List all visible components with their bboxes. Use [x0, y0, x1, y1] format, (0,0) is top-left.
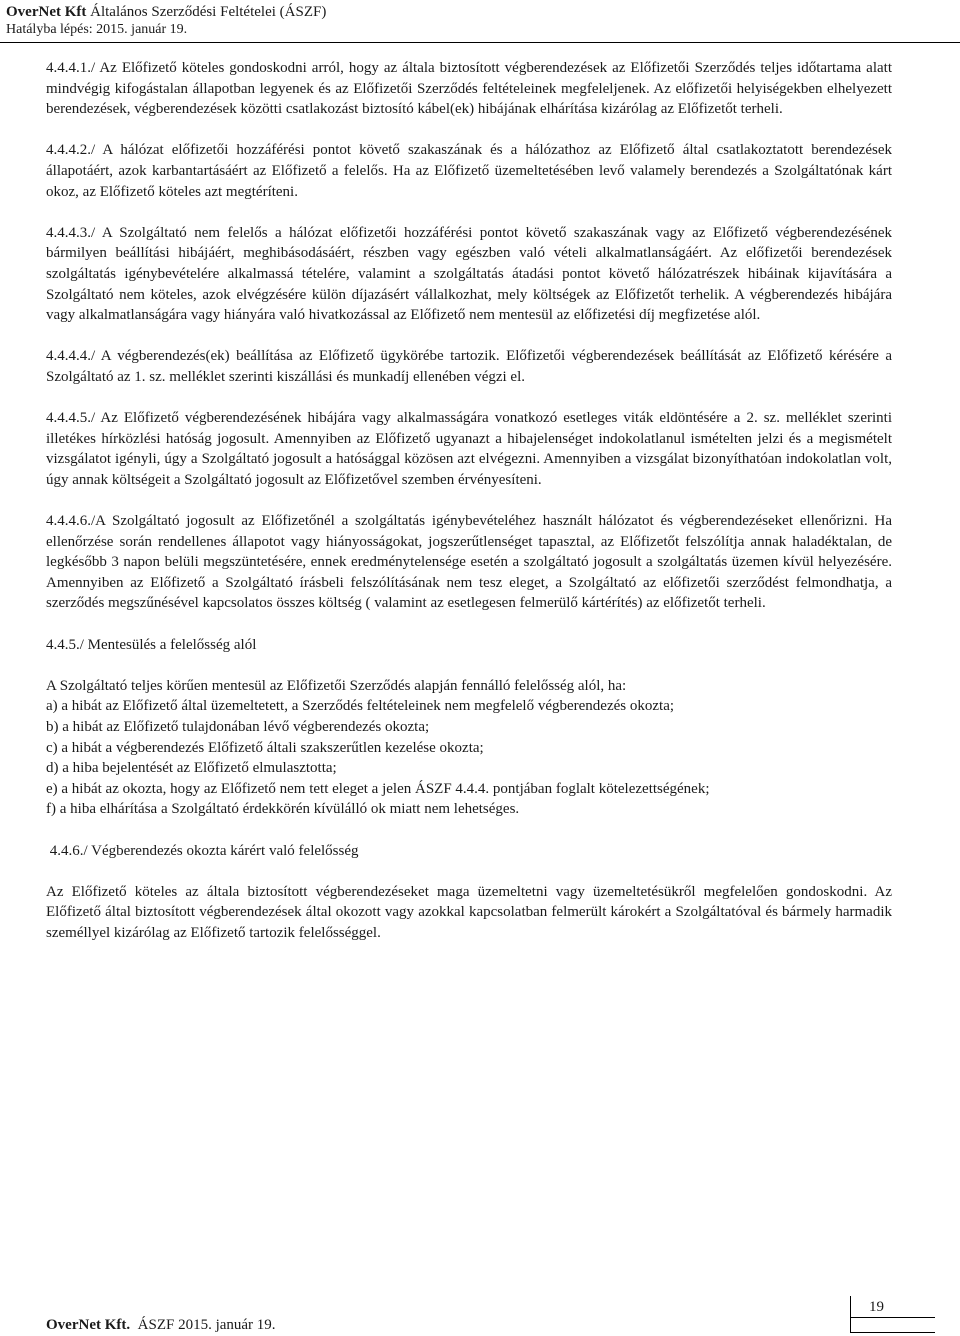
page-header [0, 0, 960, 43]
paragraph-4-4-4-4: 4.4.4.4./ A végberendezés(ek) beállítása az Előfizető ügykörébe tartozik. Előfizetői végberendezések beállítását az Előfizető kérésére a Szolgáltató az 1. sz. melléklet szerinti kiszállási és munkadíj ellenében végzi el. [46, 348, 892, 385]
footer-company: OverNet Kft. [46, 1317, 131, 1333]
section-4-4-6-heading: 4.4.6./ Végberendezés okozta kárért való felelősség [46, 842, 359, 859]
page-number-divider [851, 1317, 935, 1318]
header-title-line [6, 3, 326, 21]
section-4-4-5-heading: 4.4.5./ Mentesülés a felelősség alól [46, 636, 257, 653]
header-title: Általános Szerződési Feltételei (ÁSZF) [90, 4, 327, 20]
list-item: e) a hibát az okozta, hogy az Előfizető nem tett eleget a jelen ÁSZF 4.4.4. pontjában foglalt kötelezettségének; [46, 780, 710, 797]
header-company: OverNet Kft [6, 4, 87, 20]
page-number-box [850, 1296, 935, 1333]
paragraph-4-4-4-3: 4.4.4.3./ A Szolgáltató nem felelős a hálózat előfizetői hozzáférési pontot követő szakaszának vagy az Előfizető végberendezésének bármilyen beállítási hibájáért, meghibásodásáért, részben vagy egészben való vételi alkalmatlanságáért. Az előfizetői berendezések szolgáltatás igénybevételére alkalmassá tételére, valamint a szolgáltatás átadási pontot követő hálózatrészek hibáinak kijavítására a Szolgáltató nem köteles, azok elvégzésére külön díjazásért vállalkozhat, mely költségek az Előfizetőt terhelik. A végberendezés hibájára vagy alkalmatlanságára vagy hiányára való hivatkozással az Előfizető nem mentesül az előfizetési díj megfizetése alól. [46, 224, 892, 324]
document-body [46, 58, 892, 944]
paragraph-4-4-4-5: 4.4.4.5./ Az Előfizető végberendezésének hibájára vagy alkalmasságára vonatkozó esetleges viták eldöntésére a 2. sz. melléklet szerinti illetékes hírközlési hatóság jogosult. Amennyiben az Előfizető ugyanazt a hibajelenséget indokolatlanul ismételten jelzi és a megismételt vizsgálatot igényli, úgy a Szolgáltató jogosult a hatósággal közösen azt elvégezni. Amennyiben a vizsgálat bizonyíthatóan indokolatlan volt, úgy annak költségeit a Szolgáltató jogosult az Előfizetővel szemben érvényesíteni. [46, 410, 892, 488]
page-number: 19 [869, 1299, 884, 1315]
section-4-4-5-intro: A Szolgáltató teljes körűen mentesül az Előfizetői Szerződés alapján fennálló felelősség alól, ha: [46, 677, 627, 694]
page-footer [46, 1316, 276, 1334]
list-item: d) a hiba bejelentését az Előfizető elmulasztotta; [46, 760, 337, 777]
list-item: a) a hibát az Előfizető által üzemeltetett, a Szerződés feltételeinek nem megfelelő végberendezés okozta; [46, 698, 675, 715]
list-item: f) a hiba elhárítása a Szolgáltató érdekkörén kívülálló ok miatt nem lehetséges. [46, 801, 520, 818]
header-effective-date: Hatályba lépés: 2015. január 19. [6, 22, 188, 37]
paragraph-4-4-4-1: 4.4.4.1./ Az Előfizető köteles gondoskodni arról, hogy az általa biztosított végberendezések az Előfizetői Szerződés teljes időtartama alatt mindvégig kifogástalan állapotban legyenek és az Előfizetői Szerződés feltételeinek megfeleljenek. Az előfizetői helyiségekben elhelyezett berendezések, végberendezések közötti csatlakozást biztosító kábel(ek) hibájának elhárítása kizárólag az Előfizetőt terheli. [46, 60, 892, 118]
list-item: b) a hibát az Előfizető tulajdonában lévő végberendezés okozta; [46, 719, 430, 735]
section-4-4-6-body: Az Előfizető köteles az általa biztosított végberendezéseket maga üzemeltetni vagy üzemeltetésükről megfelelően gondoskodni. Az Előfizető által biztosított végberendezések által okozott vagy azokkal kapcsolatban felmerült károkért a Szolgáltatóval és bármely harmadik személlyel kizárólag az Előfizető tartozik felelősséggel. [46, 883, 892, 941]
paragraph-4-4-4-6: 4.4.4.6./A Szolgáltató jogosult az Előfizetőnél a szolgáltatás igénybevételéhez használt hálózatot és végberendezéseket ellenőrizni. Ha ellenőrzése során rendellenes állapotot vagy hiányosságokat, jogszerűtlenséget tapasztal, az Előfizetőt felszólítja annak haladéktalan, de legkésőbb 3 napon belüli megszüntetésére, ennek eredménytelensége esetén a szolgáltató jogosult a szolgáltatás üzemen kívül helyezésére. Amennyiben az Előfizető a Szolgáltató írásbeli felszólításának nem tesz eleget, a Szolgáltató az előfizetői szerződést felmondhatja, a szerződés megszűnésével kapcsolatos összes költség ( valamint az esetlegesen felmerülő kártérítés) az előfizetőt terheli. [46, 513, 892, 612]
paragraph-4-4-4-2: 4.4.4.2./ A hálózat előfizetői hozzáférési pontot követő szakaszának és a hálózathoz az Előfizető által csatlakoztatott berendezések állapotáért, azok karbantartásáért az Előfizető a felelős. Ha az Előfizető üzemeltetésében levő valamely berendezés a Szolgáltatónak kárt okoz, az Előfizető köteles azt megtéríteni. [46, 142, 892, 200]
list-item: c) a hibát a végberendezés Előfizető általi szakszerűtlen kezelése okozta; [46, 739, 484, 756]
footer-doc: ÁSZF 2015. január 19. [130, 1317, 276, 1333]
